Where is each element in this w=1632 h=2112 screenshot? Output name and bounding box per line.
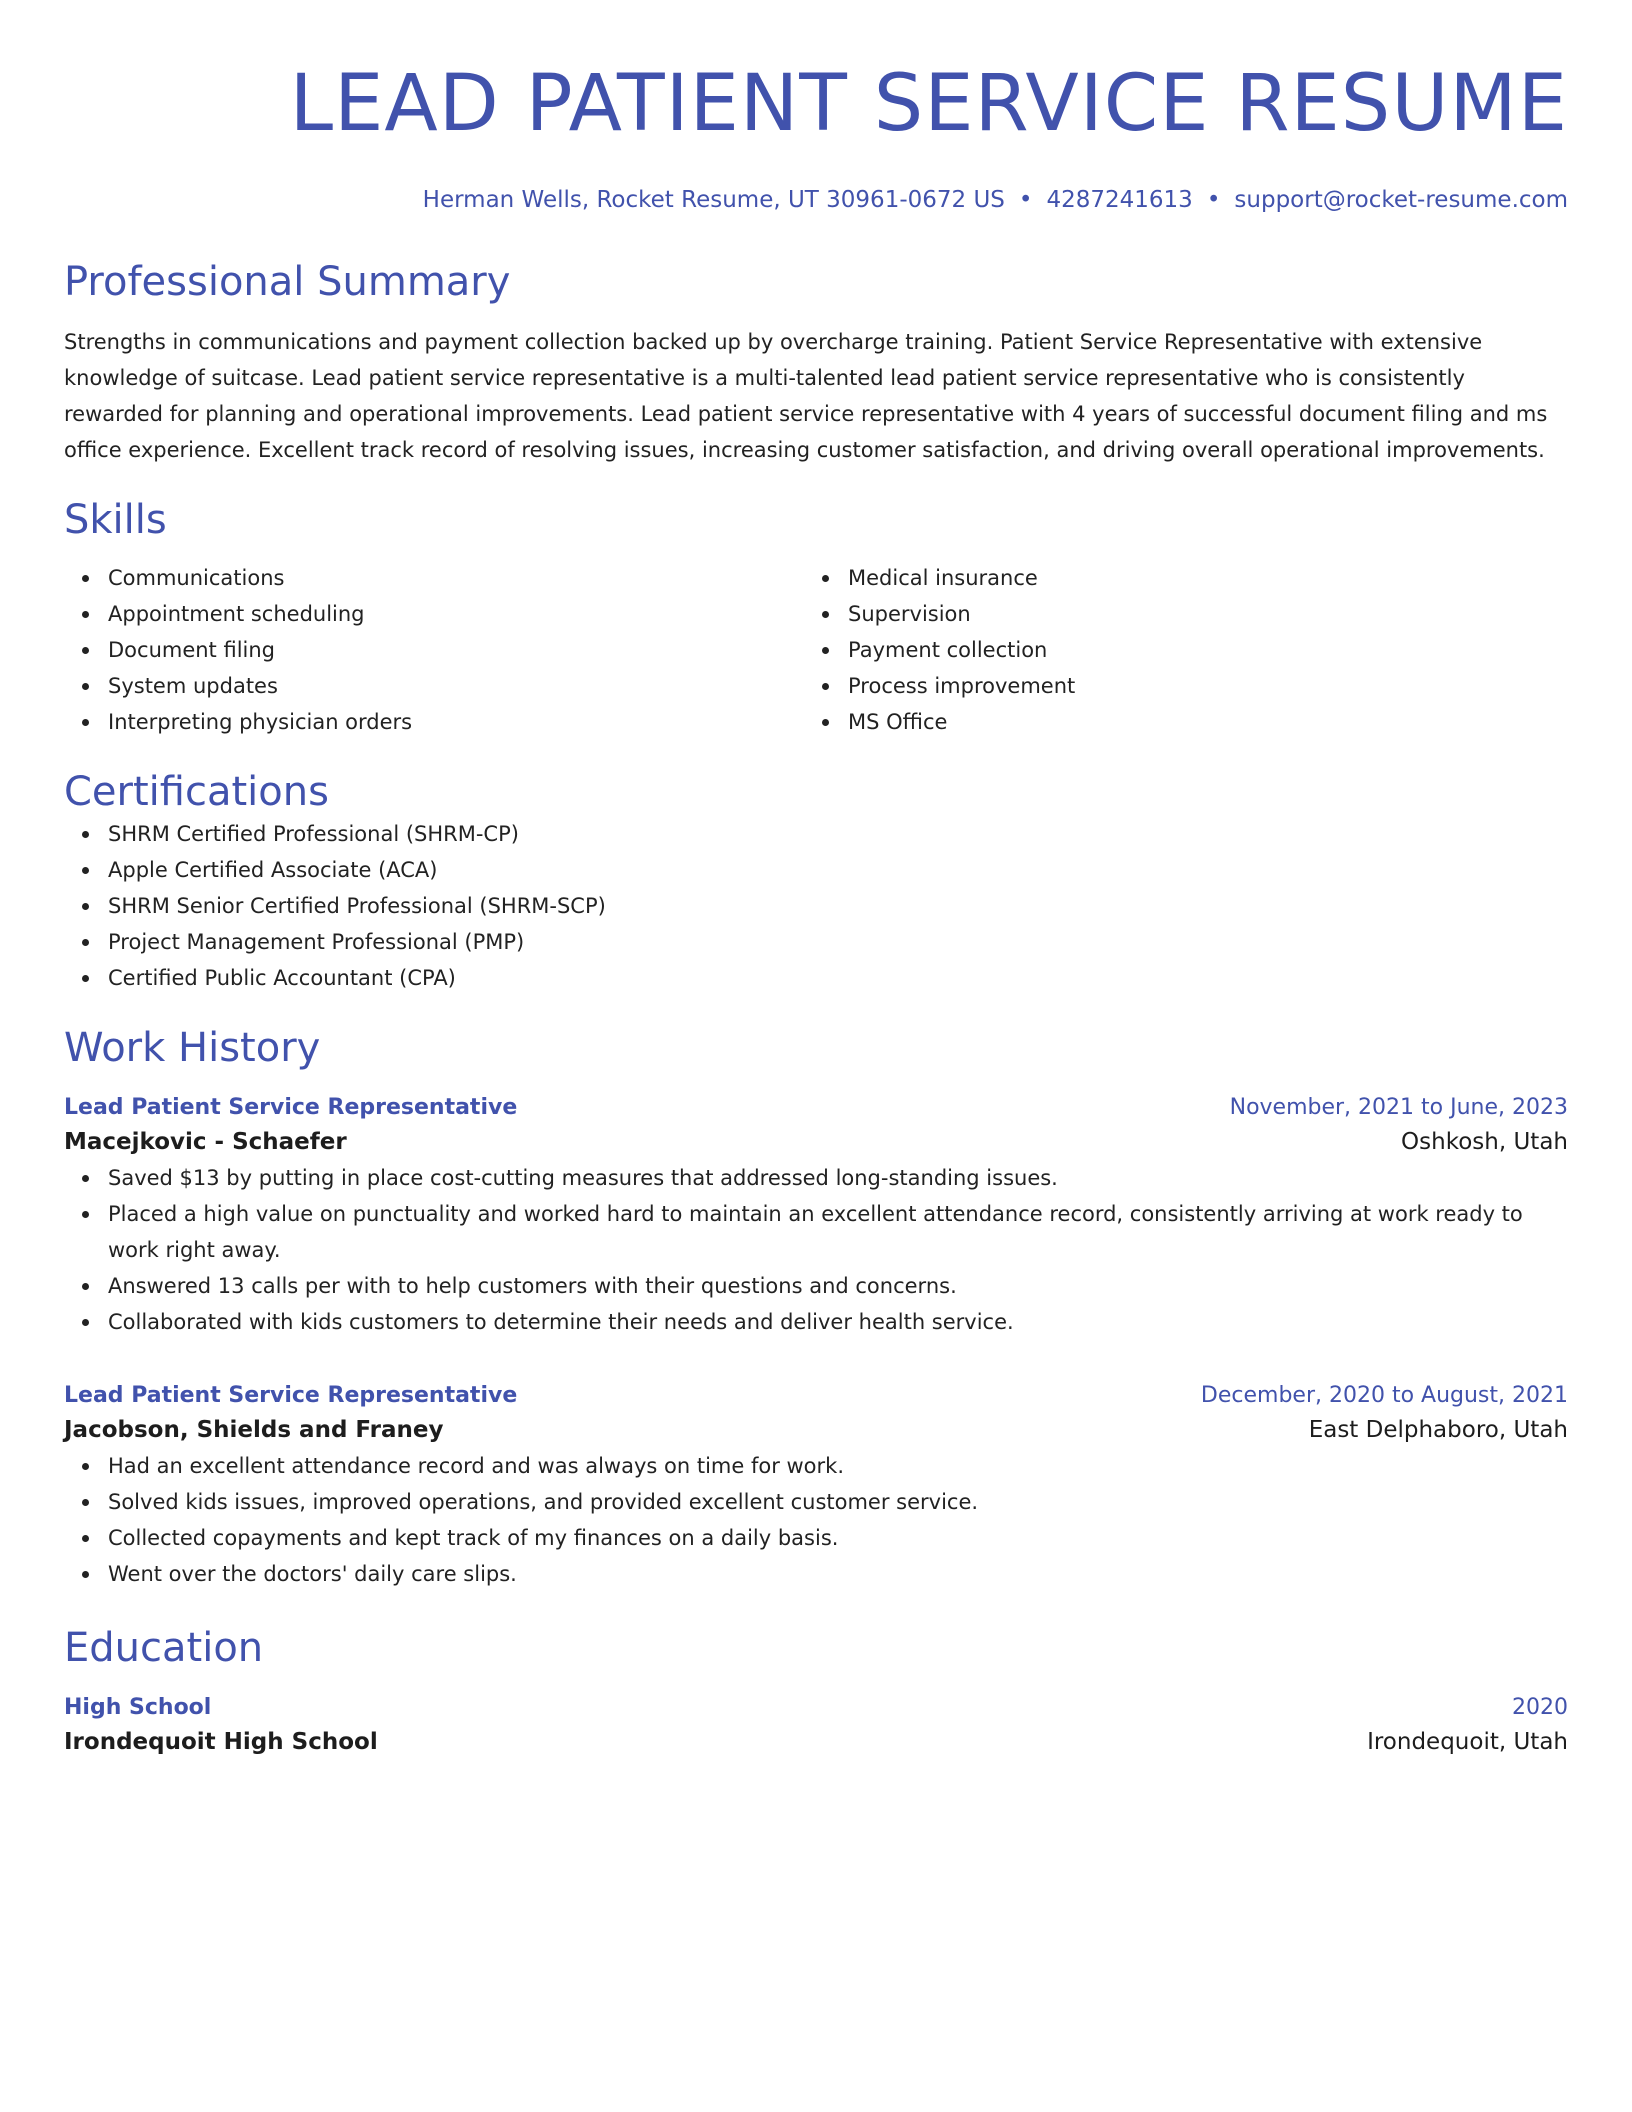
job-bullet: Collaborated with kids customers to determine their needs and deliver health service.: [64, 1304, 1568, 1340]
skill-item: Payment collection: [804, 632, 1544, 668]
job-bullets: [64, 1160, 1568, 1340]
job-bullet: Went over the doctors' daily care slips.: [64, 1556, 1568, 1592]
work-history-heading: Work History: [64, 1025, 321, 1071]
certification-item: Certified Public Accountant (CPA): [64, 960, 1568, 996]
education-year: 2020: [1512, 1695, 1568, 1720]
skills-column-left: [64, 560, 804, 740]
certification-item: SHRM Senior Certified Professional (SHRM-SCP): [64, 888, 1568, 924]
skills-heading: Skills: [64, 497, 167, 543]
work-entry: [64, 1092, 1568, 1340]
skills-list-right: [804, 560, 1544, 740]
job-bullet: Answered 13 calls per with to help customers with their questions and concerns.: [64, 1268, 1568, 1304]
contact-phone: 4287241613: [1046, 187, 1193, 213]
skills-grid: [64, 560, 1568, 740]
skill-item: MS Office: [804, 704, 1544, 740]
skills-column-right: [804, 560, 1544, 740]
certification-item: Project Management Professional (PMP): [64, 924, 1568, 960]
skill-item: Communications: [64, 560, 804, 596]
contact-line: [64, 186, 1568, 214]
education-location: Irondequoit, Utah: [1367, 1729, 1568, 1755]
contact-separator: •: [1018, 187, 1033, 213]
education-school: Irondequoit High School: [64, 1729, 378, 1755]
skill-item: System updates: [64, 668, 804, 704]
job-title: Lead Patient Service Representative: [64, 1095, 518, 1120]
job-bullets: [64, 1448, 1568, 1592]
certification-item: Apple Certified Associate (ACA): [64, 852, 1568, 888]
certifications-list: [64, 816, 1568, 996]
education-heading: Education: [64, 1625, 264, 1671]
resume-title: LEAD PATIENT SERVICE RESUME: [289, 59, 1568, 149]
skill-item: Interpreting physician orders: [64, 704, 804, 740]
job-bullet: Had an excellent attendance record and was always on time for work.: [64, 1448, 1568, 1484]
job-bullet: Solved kids issues, improved operations, and provided excellent customer service.: [64, 1484, 1568, 1520]
job-dates: December, 2020 to August, 2021: [1200, 1383, 1568, 1408]
education-entry-subheader: [64, 1724, 1568, 1760]
job-bullet: Placed a high value on punctuality and worked hard to maintain an excellent attendance record, consistently arriving at work ready to work right away.: [64, 1196, 1568, 1268]
work-entry: [64, 1380, 1568, 1592]
certifications-heading: Certifications: [64, 769, 329, 815]
job-location: Oshkosh, Utah: [1401, 1129, 1568, 1155]
education-entry-header: [64, 1692, 1568, 1724]
summary-text: Strengths in communications and payment collection backed up by overcharge training. Patient Service Representative with extensive knowledge of suitcase. Lead patient service representative is a multi-talented lead patient service representative who is consistently rewarded for planning and operational improvements. Lead patient service representative with 4 years of successful document filing and ms office experience. Excellent track record of resolving issues, increasing customer satisfaction, and driving overall operational improvements.: [64, 330, 1548, 462]
education-entry: [64, 1692, 1568, 1760]
summary-heading: Professional Summary: [64, 259, 511, 305]
contact-email[interactable]: support@rocket-resume.com: [1234, 187, 1568, 213]
job-location: East Delphaboro, Utah: [1308, 1417, 1568, 1443]
job-company: Jacobson, Shields and Franey: [64, 1417, 444, 1443]
skill-item: Appointment scheduling: [64, 596, 804, 632]
job-title: Lead Patient Service Representative: [64, 1383, 518, 1408]
job-company: Macejkovic - Schaefer: [64, 1129, 347, 1155]
work-entry-subheader: [64, 1124, 1568, 1160]
work-entry-subheader: [64, 1412, 1568, 1448]
skill-item: Process improvement: [804, 668, 1544, 704]
education-degree: High School: [64, 1695, 212, 1720]
work-entry-header: [64, 1092, 1568, 1124]
job-bullet: Collected copayments and kept track of my finances on a daily basis.: [64, 1520, 1568, 1556]
skill-item: Supervision: [804, 596, 1544, 632]
skills-list-left: [64, 560, 804, 740]
contact-separator: •: [1206, 187, 1221, 213]
skill-item: Document filing: [64, 632, 804, 668]
job-bullet: Saved $13 by putting in place cost-cutting measures that addressed long-standing issues.: [64, 1160, 1568, 1196]
work-entry-header: [64, 1380, 1568, 1412]
skill-item: Medical insurance: [804, 560, 1544, 596]
contact-address: Herman Wells, Rocket Resume, UT 30961-0672 US: [422, 187, 1005, 213]
certification-item: SHRM Certified Professional (SHRM-CP): [64, 816, 1568, 852]
job-dates: November, 2021 to June, 2023: [1229, 1095, 1568, 1120]
